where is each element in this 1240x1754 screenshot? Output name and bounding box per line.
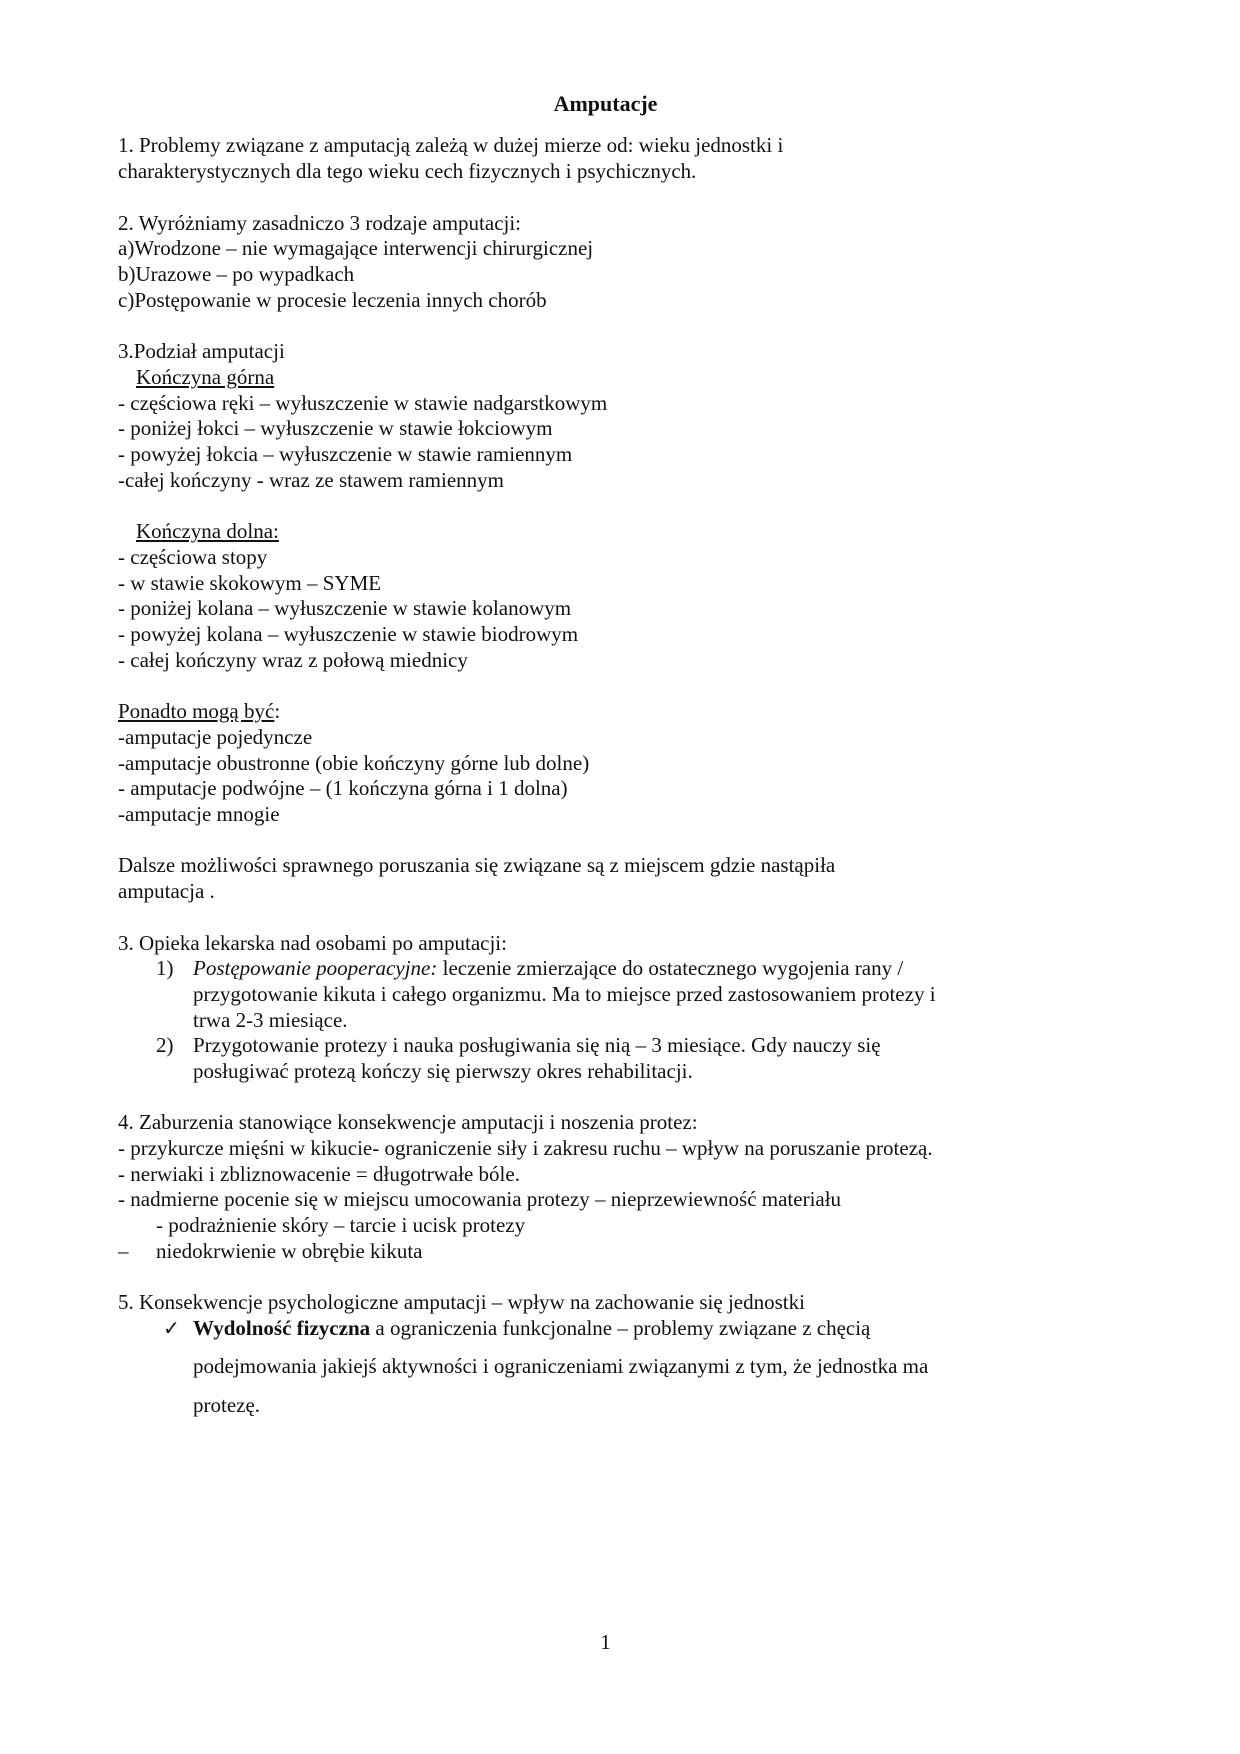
s2-heading: 2. Wyróżniamy zasadniczo 3 rodzaje amputacji: — [118, 211, 522, 235]
s4-line-4: - podrażnienie skóry – tarcie i ucisk protezy — [156, 1213, 526, 1237]
s5-bold-term: Wydolność fizyczna — [193, 1316, 371, 1340]
s3b-item-1-line-1 — [193, 954, 903, 982]
s3-more-item-3: - amputacje podwójne – (1 kończyna górna i 1 dolna) — [118, 776, 568, 800]
s3-lower-item-1: - częściowa stopy — [118, 545, 268, 569]
s3-lower-item-2: - w stawie skokowym – SYME — [118, 571, 382, 595]
s3-lower-item-3: - poniżej kolana – wyłuszczenie w stawie kolanowym — [118, 596, 572, 620]
s3b-item-1-italic: Postępowanie pooperacyjne: — [193, 956, 438, 980]
s3-more-item-1: -amputacje pojedyncze — [118, 725, 313, 749]
s2-item-b: b)Urazowe – po wypadkach — [118, 262, 355, 286]
s3b-heading: 3. Opieka lekarska nad osobami po amputacji: — [118, 931, 507, 955]
s2-item-a: a)Wrodzone – nie wymagające interwencji chirurgicznej — [118, 236, 594, 260]
s4-line-3: - nadmierne pocenie się w miejscu umocowania protezy – nieprzewiewność materiału — [118, 1187, 842, 1211]
s3-note-line-1: Dalsze możliwości sprawnego poruszania się związane są z miejscem gdzie nastąpiła — [118, 853, 836, 877]
s4-heading: 4. Zaburzenia stanowiące konsekwencje amputacji i noszenia protez: — [118, 1110, 698, 1134]
s3b-item-2-number: 2) — [156, 1033, 174, 1057]
s3-note-line-2: amputacja . — [118, 879, 215, 903]
s3-more-label: Ponadto mogą być — [118, 699, 275, 723]
s3-upper-item-2: - poniżej łokci – wyłuszczenie w stawie łokciowym — [118, 416, 553, 440]
s1-line-2: charakterystycznych dla tego wieku cech fizycznych i psychicznych. — [118, 159, 697, 183]
s1-line-1: 1. Problemy związane z amputacją zależą w dużej mierze od: wieku jednostki i — [118, 133, 784, 157]
s3b-item-1-text: leczenie zmierzające do ostatecznego wygojenia rany / — [437, 956, 904, 980]
s4-line-5-dash: – — [118, 1239, 129, 1263]
s3-lower-item-5: - całej kończyny wraz z połową miednicy — [118, 648, 468, 672]
s3-more-item-2: -amputacje obustronne (obie kończyny górne lub dolne) — [118, 751, 590, 775]
s3-more-label-line — [118, 697, 280, 725]
s3-more-colon: : — [274, 699, 281, 723]
s3-lower-label: Kończyna dolna: — [136, 519, 279, 543]
s4-line-2: - nerwiaki i zbliznowacenie = długotrwałe bóle. — [118, 1162, 520, 1186]
s5-bullet-text: a ograniczenia funkcjonalne – problemy związane z chęcią — [370, 1316, 871, 1340]
page-number: 1 — [600, 1630, 611, 1654]
s3b-item-2-line-1: Przygotowanie protezy i nauka posługiwania się nią – 3 miesiące. Gdy nauczy się — [193, 1033, 881, 1057]
s3b-item-2-line-2: posługiwać protezą kończy się pierwszy okres rehabilitacji. — [193, 1059, 693, 1083]
s5-bullet-line-2: podejmowania jakiejś aktywności i ograniczeniami związanymi z tym, że jednostka ma — [193, 1354, 929, 1378]
checkmark-icon: ✓ — [163, 1316, 180, 1340]
s3b-item-1-line-3: trwa 2-3 miesiące. — [193, 1008, 348, 1032]
document-page — [118, 0, 1128, 1754]
s3-more-item-4: -amputacje mnogie — [118, 802, 280, 826]
s3-upper-item-4: -całej kończyny - wraz ze stawem ramiennym — [118, 468, 504, 492]
s3-upper-item-1: - częściowa ręki – wyłuszczenie w stawie nadgarstkowym — [118, 391, 608, 415]
document-title: Amputacje — [553, 91, 658, 116]
s3b-item-1-number: 1) — [156, 956, 174, 980]
s3-lower-item-4: - powyżej kolana – wyłuszczenie w stawie biodrowym — [118, 622, 579, 646]
s4-line-5: niedokrwienie w obrębie kikuta — [156, 1239, 423, 1263]
s3-heading: 3.Podział amputacji — [118, 339, 285, 363]
s5-bullet-line-3: protezę. — [193, 1393, 261, 1417]
s5-heading: 5. Konsekwencje psychologiczne amputacji – wpływ na zachowanie się jednostki — [118, 1290, 805, 1314]
s4-line-1: - przykurcze mięśni w kikucie- ograniczenie siły i zakresu ruchu – wpływ na poruszanie protezą. — [118, 1136, 933, 1160]
s3-upper-label: Kończyna górna — [136, 365, 275, 389]
s5-bullet-line-1 — [193, 1314, 870, 1342]
s2-item-c: c)Postępowanie w procesie leczenia innych chorób — [118, 288, 547, 312]
s3b-item-1-line-2: przygotowanie kikuta i całego organizmu. Ma to miejsce przed zastosowaniem protezy i — [193, 982, 936, 1006]
s3-upper-item-3: - powyżej łokcia – wyłuszczenie w stawie ramiennym — [118, 442, 573, 466]
